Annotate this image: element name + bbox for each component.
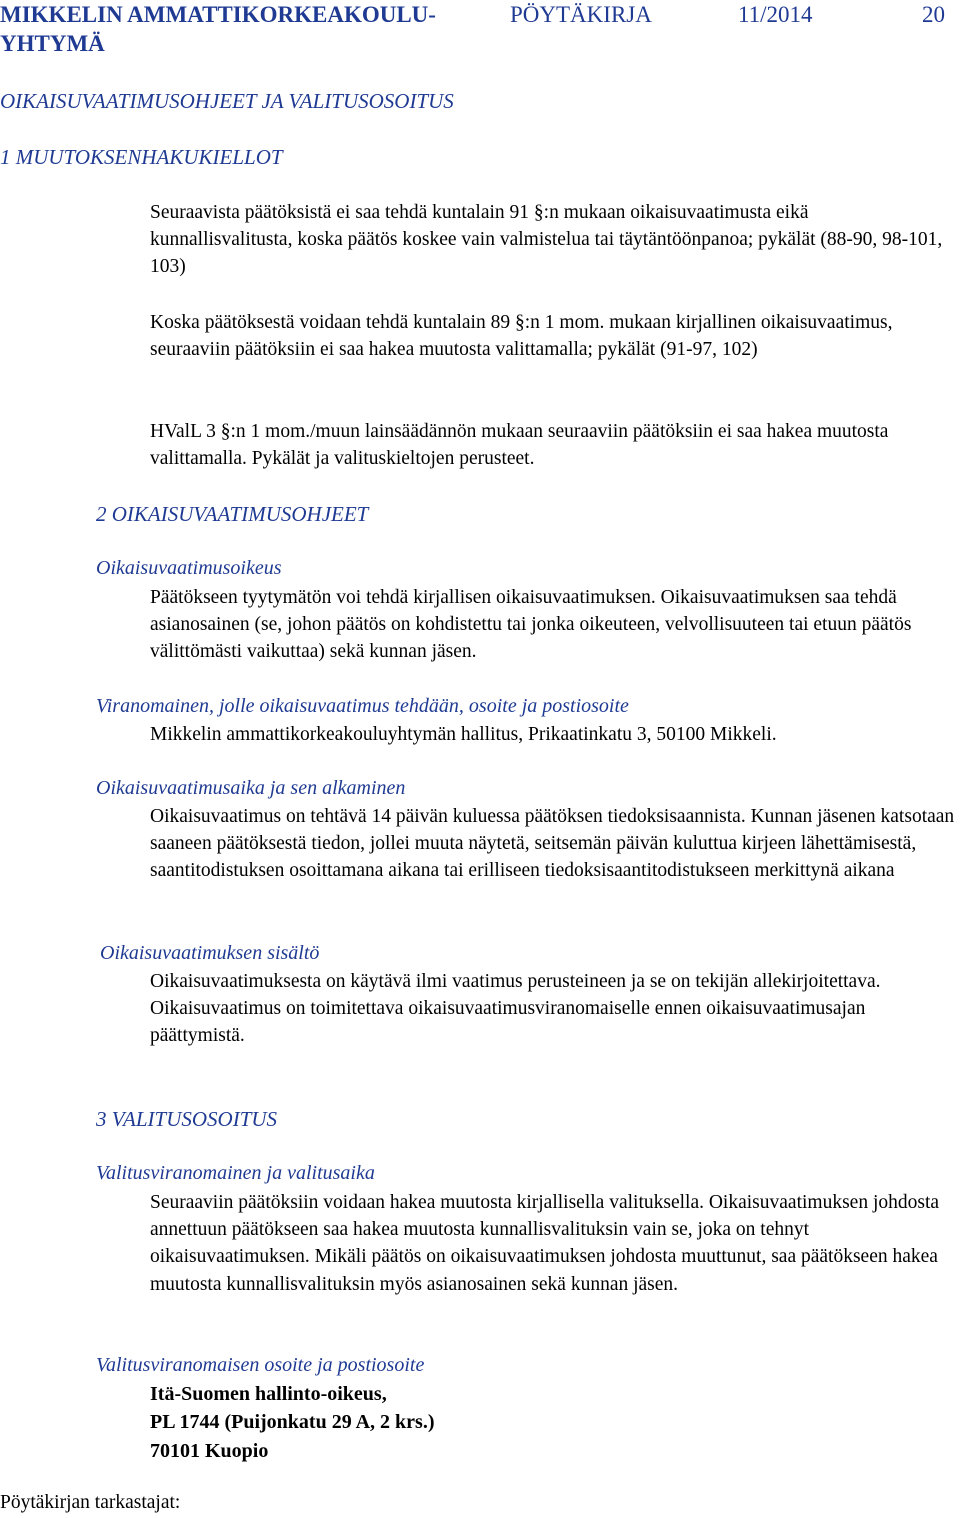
complaint-authority-heading: Valitusviranomainen ja valitusaika xyxy=(96,1162,375,1184)
section1-paragraph2: Koska päätöksestä voidaan tehdä kuntalain 89 §:n 1 mom. mukaan kirjallinen oikaisuvaatimus, seuraaviin päätöksiin ei saa hakea muutosta valittamalla; pykälät (91-97, 102) xyxy=(150,312,893,361)
section3-heading: 3 VALITUSOSOITUS xyxy=(96,1107,278,1131)
organization-name xyxy=(0,0,470,58)
section1-paragraph3: HValL 3 §:n 1 mom./muun lainsäädännön mukaan seuraaviin päätöksiin ei saa hakea muutosta valittamalla. Pykälät ja valituskieltojen perusteet. xyxy=(150,421,889,470)
organization-name-line2: YHTYMÄ xyxy=(0,31,105,56)
page-title: OIKAISUVAATIMUSOHJEET JA VALITUSOSOITUS xyxy=(0,89,454,113)
complaint-authority-text: Seuraaviin päätöksiin voidaan hakea muutosta kirjallisella valituksella. Oikaisuvaatimuksen johdosta annettuun päätökseen saa hakea muutosta kunnallisvalituksin vain se, joka on tehnyt oikaisuvaatimuksen. Mikäli päätös on oikaisuvaatimuksen johdosta muuttunut, saa päätökseen hakea muutosta kunnallisvalituksin myös asianosainen sekä kunnan jäsen. xyxy=(150,1192,940,1295)
address-line1: Itä-Suomen hallinto-oikeus, xyxy=(150,1383,387,1405)
appeal-authority-heading: Viranomainen, jolle oikaisuvaatimus tehdään, osoite ja postiosoite xyxy=(96,695,629,717)
section1-paragraph1: Seuraavista päätöksistä ei saa tehdä kuntalain 91 §:n mukaan oikaisuvaatimusta eikä kunnallisvalitusta, koska päätös koskee vain valmistelua tai täytäntöönpanoa; pykälät (88-90, 98-101, 103) xyxy=(150,202,943,278)
address-line2: PL 1744 (Puijonkatu 29 A, 2 krs.) xyxy=(150,1411,435,1434)
appeal-content-heading: Oikaisuvaatimuksen sisältö xyxy=(100,942,320,964)
appeal-right-heading: Oikaisuvaatimusoikeus xyxy=(96,557,282,579)
document-number: 11/2014 xyxy=(738,2,813,27)
document-type: PÖYTÄKIRJA xyxy=(510,2,652,27)
minutes-checkers-label: Pöytäkirjan tarkastajat: xyxy=(0,1492,181,1513)
appeal-content-text: Oikaisuvaatimuksesta on käytävä ilmi vaatimus perusteineen ja se on tekijän allekirjoitettava. Oikaisuvaatimus on toimitettava oikaisuvaatimusviranomaiselle ennen oikaisuvaatimusajan päättymistä. xyxy=(150,971,881,1047)
address-line3: 70101 Kuopio xyxy=(150,1439,269,1462)
appeal-time-text: Oikaisuvaatimus on tehtävä 14 päivän kuluessa päätöksen tiedoksisaannista. Kunnan jäsenen katsotaan saaneen päätöksestä tiedon, jollei muuta näytetä, seitsemän päivän kuluttua kirjeen lähettämisestä, saantitodistuksen osoittamana aikana tai erilliseen tiedoksisaantitodistukseen merkittynä aikana xyxy=(150,806,955,882)
section1-heading: 1 MUUTOKSENHAKUKIELLOT xyxy=(0,145,283,169)
appeal-authority-text: Mikkelin ammattikorkeakouluyhtymän hallitus, Prikaatinkatu 3, 50100 Mikkeli. xyxy=(150,724,777,745)
section2-heading: 2 OIKAISUVAATIMUSOHJEET xyxy=(96,502,369,526)
complaint-address-heading: Valitusviranomaisen osoite ja postiosoite xyxy=(96,1354,425,1376)
appeal-time-heading: Oikaisuvaatimusaika ja sen alkaminen xyxy=(96,777,406,799)
page-number: 20 xyxy=(922,2,945,27)
organization-name-line1: MIKKELIN AMMATTIKORKEAKOULU- xyxy=(0,2,436,27)
appeal-right-text: Päätökseen tyytymätön voi tehdä kirjallisen oikaisuvaatimuksen. Oikaisuvaatimuksen saa tehdä asianosainen (se, johon päätös on kohdistettu tai jonka oikeuteen, velvollisuuteen tai etuun päätös välittömästi vaikuttaa) sekä kunnan jäsen. xyxy=(150,587,912,663)
complaint-address xyxy=(150,1380,434,1465)
